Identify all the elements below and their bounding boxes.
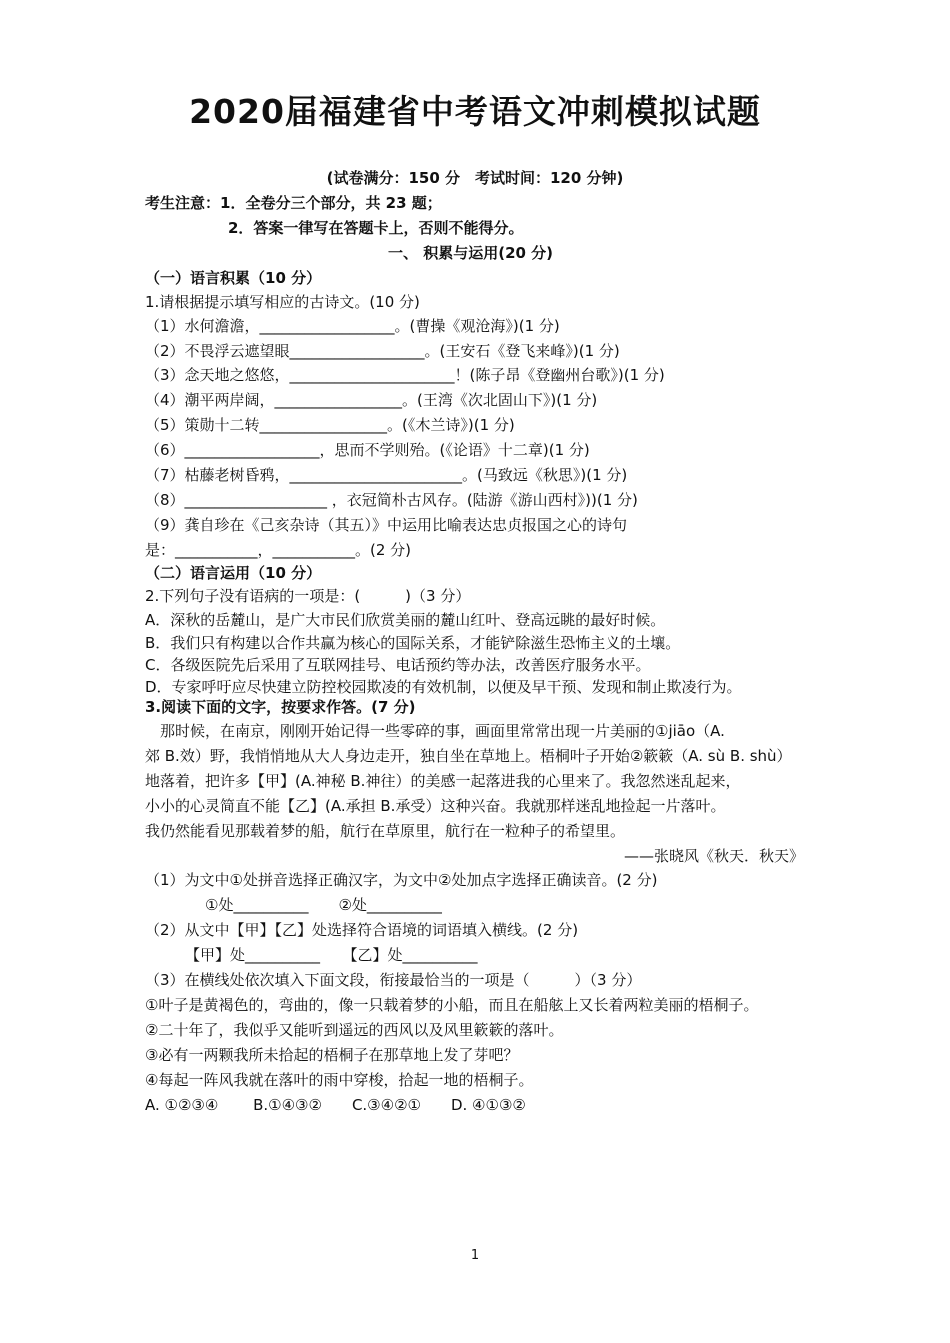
q1-item-8: （8）___________________ ，衣冠简朴古风存。(陆游《游山西村》))(1 分) [145,491,638,509]
q3-passage-line: 我仍然能看见那载着梦的船，航行在草原里，航行在一粒种子的希望里。 [145,822,626,840]
q2-option-a: A．深秋的岳麓山，是广大市民们欣赏美丽的麓山红叶、登高远眺的最好时候。 [145,611,666,629]
q1-stem: 1.请根据提示填写相应的古诗文。(10 分) [145,293,420,311]
q3-passage-line: 那时候，在南京，刚刚开始记得一些零碎的事，画面里常常出现一片美丽的①jiāo（A. [145,722,725,740]
q3-sub3-item-2: ②二十年了，我似乎又能听到遥远的西风以及风里簌簌的落叶。 [145,1021,564,1039]
q3-passage-line: 地落着，把许多【甲】(A.神秘 B.神往）的美感一起落进我的心里来了。我忽然迷乱起来， [145,772,741,790]
q1-item-3: （3）念天地之悠悠，______________________！(陈子昂《登幽州台歌》)(1 分) [145,366,665,384]
q3-sub3: （3）在横线处依次填入下面文段，衔接最恰当的一项是（ ）（3 分） [145,971,642,989]
q1-item-6: （6）__________________，思而不学则殆。(《论语》十二章)(1 分) [145,441,590,459]
q1-item-5: （5）策勋十二转_________________。(《木兰诗》)(1 分) [145,416,515,434]
q3-sub1-blanks: ①处__________ ②处__________ [205,896,442,914]
part-1-heading: （一）语言积累（10 分） [145,269,322,287]
section-1-heading: 一、 积累与运用(20 分) [388,244,554,262]
notice-2: 2．答案一律写在答题卡上，否则不能得分。 [228,219,524,237]
q2-option-c: C．各级医院先后采用了互联网挂号、电话预约等办法，改善医疗服务水平。 [145,656,651,674]
q3-sub3-item-1: ①叶子是黄褐色的，弯曲的，像一只载着梦的小船，而且在船舷上又长着两粒美丽的梧桐子。 [145,996,759,1014]
q3-choices: A. ①②③④ B.①④③② C.③④②① D. ④①③② [145,1096,526,1114]
q3-sub1: （1）为文中①处拼音选择正确汉字，为文中②处加点字选择正确读音。(2 分) [145,871,658,889]
q1-item-9: （9）龚自珍在《己亥杂诗（其五）》中运用比喻表达忠贞报国之心的诗句 [145,516,628,534]
exam-info: (试卷满分：150 分 考试时间：120 分钟) [326,169,624,187]
q3-passage-line: 郊 B.效）野，我悄悄地从大人身边走开，独自坐在草地上。梧桐叶子开始②簌簌（A. sù B. shù） [145,747,792,765]
q3-sub3-item-4: ④每起一阵风我就在落叶的雨中穿梭，拾起一地的梧桐子。 [145,1071,534,1089]
q3-sub2: （2）从文中【甲】【乙】处选择符合语境的词语填入横线。(2 分) [145,921,579,939]
q3-sub3-item-3: ③必有一两颗我所未拾起的梧桐子在那草地上发了芽吧？ [145,1046,519,1064]
q1-item-2: （2）不畏浮云遮望眼__________________。(王安石《登飞来峰》)(1 分) [145,342,620,360]
q2-option-d: D．专家呼吁应尽快建立防控校园欺凌的有效机制，以便及早干预、发现和制止欺凌行为。 [145,678,742,696]
q3-sub2-blanks: 【甲】处__________ 【乙】处__________ [185,946,478,964]
q3-attribution: ——张晓风《秋天．秋天》 [623,847,804,865]
q1-item-7: （7）枯藤老树昏鸦，_______________________。(马致远《秋思》)(1 分) [145,466,628,484]
q3-stem: 3.阅读下面的文字，按要求作答。(7 分) [145,698,416,716]
notice-1: 考生注意：1．全卷分三个部分，共 23 题； [145,194,442,212]
q1-item-1: （1）水何澹澹，__________________。(曹操《观沧海》)(1 分) [145,317,560,335]
page-number: 1 [470,1248,480,1263]
q1-item-4: （4）潮平两岸阔，_________________。(王湾《次北固山下》)(1 分) [145,391,598,409]
exam-title: 2020届福建省中考语文冲刺模拟试题 [189,92,761,131]
q2-option-b: B．我们只有构建以合作共赢为核心的国际关系，才能铲除滋生恐怖主义的土壤。 [145,634,681,652]
q1-item-9-cont: 是：___________，___________。(2 分) [145,541,412,559]
q3-passage-line: 小小的心灵简直不能【乙】(A.承担 B.承受）这种兴奋。我就那样迷乱地捡起一片落叶。 [145,797,726,815]
q2-stem: 2.下列句子没有语病的一项是：( )（3 分） [145,587,471,605]
part-2-heading: （二）语言运用（10 分） [145,564,322,582]
